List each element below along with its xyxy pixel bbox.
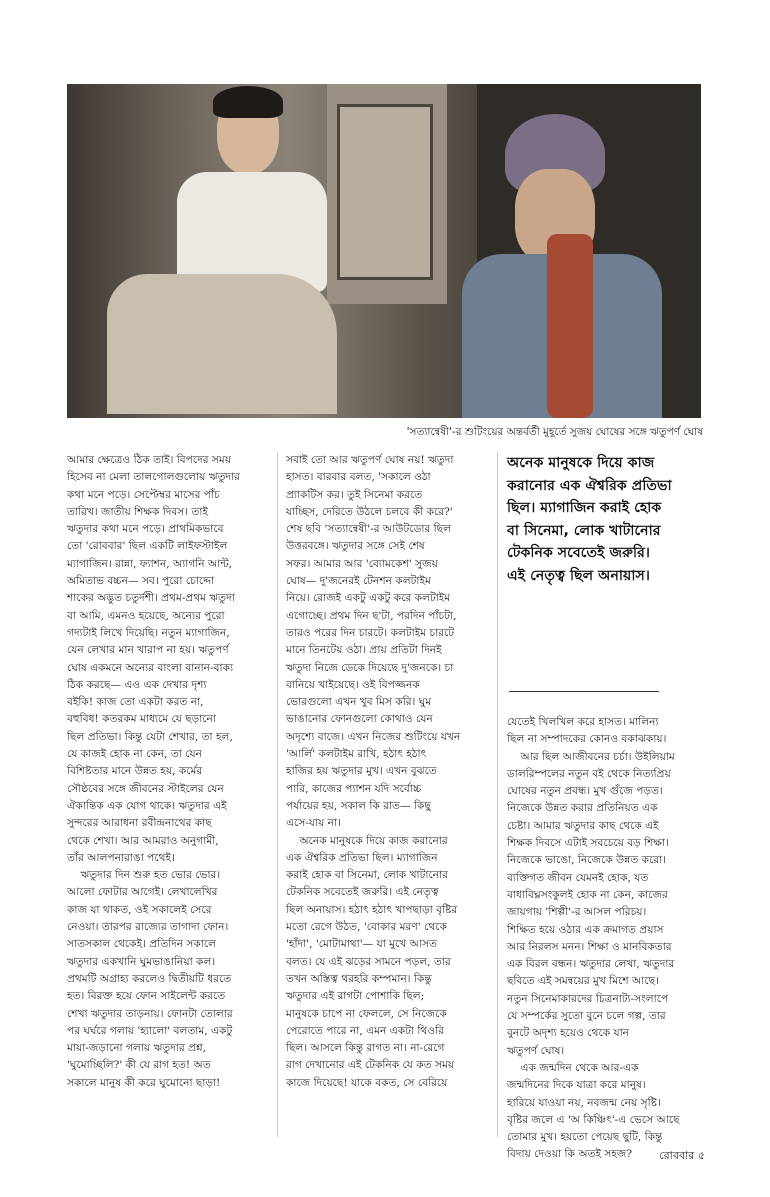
text-line: বাধাবিঘ্নসংকুলই হোক না কেন, কাজের [507, 888, 668, 901]
text-line: চেষ্টা। আমার ঋতুদার কাছ থেকে এই [507, 819, 659, 832]
text-line: নিজেকে উন্নত করার প্রতিনিয়ত এক [507, 802, 658, 815]
text-line: সকালে মানুষ কী করে ঘুমোনো ছাড়া! [67, 1076, 221, 1089]
text-line: ঘোষ একমনে অন্যের বাংলা বানান-বাক্য [67, 661, 234, 674]
text-line: এক বিরল বন্ধন। ঋতুদার লেখা, ঋতুদার [507, 958, 675, 971]
pull-quote-line: এই নেতৃত্ব ছিল অনায়াস। [507, 567, 650, 584]
text-line: ঘোষ— দু'জনেরই টেনশন কলটাইম [286, 575, 431, 588]
text-line: যে কাজই হোক না কেন, তা যেন [67, 748, 202, 761]
text-line: সুন্দরের আরাধনা রবীন্দ্রনাথের কাছ [67, 817, 212, 830]
text-line: মায়া-জড়ানো গলায় ঋতুদার প্রশ্ন, [67, 1042, 206, 1055]
text-line: কাজে দিয়েছে! যাকে বকত, সে বেরিয়ে [286, 1076, 448, 1089]
text-line: পারি, কাজের প্যাশন যদি সর্বোচ্চ [286, 782, 422, 795]
text-line: সৌষ্ঠবের সঙ্গে জীবনের স্টাইলের যেন [67, 782, 224, 795]
text-line: ছিল। আসলে কিন্তু রাগত না। না-রেগে [286, 1042, 445, 1055]
text-line: জন্মদিনের দিকে যাত্রা করে মানুষ। [507, 1079, 646, 1092]
article-photo [67, 84, 701, 418]
pull-quote [507, 452, 703, 587]
text-line: বলত। যে এই ঝড়ের সামনে পড়ল, তার [286, 955, 451, 968]
text-line: ঘোষের নতুন প্রবন্ধ। মুখ গুঁজে পড়ত। [507, 785, 663, 798]
text-line: বা আমি, এমনও হয়েছে, অন্যের পুরো [67, 609, 225, 622]
text-line: টেকনিক সবেতেই জরুরি। এই নেতৃত্ব [286, 886, 439, 899]
text-line: আর নিরলস মনন। শিক্ষা ও মানবিকতার [507, 940, 672, 953]
photo-caption: 'সত্যান্বেষী'-র শুটিংয়ের অন্তর্বর্তী মুহূর্তে সুজয় ঘোষের সঙ্গে ঋতুপর্ণ ঘোষ [406, 426, 703, 438]
text-line: কাজ যা থাকত, ওই সকালেই সেরে [67, 903, 212, 916]
text-line: ছিল না সম্পাদকের কোনও বকাঝকায়। [507, 733, 667, 746]
text-line: পর্যায়ের হয়, সকাল কি রাত— কিছু [286, 799, 431, 812]
pull-quote-line: বা সিনেমা, লোক খাটানোর [507, 522, 661, 539]
text-line: ম্যাগাজিন। রান্না, ফ্যাশন, অ্যাগনি আন্ট, [67, 557, 233, 570]
pull-quote-rule [509, 691, 659, 692]
page-folio: রোববার ৫ [659, 1149, 705, 1162]
text-line: ঠিক করছে— এও এক দেখার দৃশ্য [67, 678, 207, 691]
text-line: অমিতাভ বচ্চন— সব। পুরো চোদ্দো [67, 575, 215, 588]
text-line: ভোরগুলো এখন খুব মিস করি। ঘুম [286, 696, 432, 709]
text-line: বহুবিধ! কতরকম মাধ্যমে যে ছড়ানো [67, 713, 216, 726]
text-line: নতুন সিনেমাকারদের চিত্রনাট্য-সংলাপে [507, 992, 669, 1005]
text-line: ঋতুদা নিজে ডেকে দিয়েছে দু'জনকে। চা [286, 661, 454, 674]
text-line: মতো রেগে উঠত, 'বোকার মরণ' থেকে [286, 921, 447, 934]
text-line: প্র্যাকটিস কর। তুই সিনেমা করতে [286, 488, 423, 501]
photo-actor-dhoti [107, 274, 337, 414]
text-line: পর ঘর্ঘরে গলায় 'হ্যালো' বলতাম, একটু [67, 1024, 233, 1037]
text-line: উত্তরবঙ্গে। ঋতুদার সঙ্গে সেই শেষ [286, 540, 425, 553]
text-line: যেন লেখার মান খারাপ না হয়। ঋতুপর্ণ [67, 644, 229, 657]
text-line: ঋতুদার এই রাগটা পোশাকি ছিল; [286, 990, 425, 1003]
text-line: যে সম্পর্কের সুতো বুনে চলে গল্প, তার [507, 1010, 666, 1023]
text-line: হারিয়ে যাওয়া নয়, নবজন্ম নেয় সৃষ্টি। [507, 1096, 661, 1109]
text-line: ভাঙানোর ফোনগুলো কোথাও যেন [286, 713, 433, 726]
text-line: এগোচ্ছে। প্রথম দিন ছ'টা, পরদিন পাঁচটা, [286, 609, 457, 622]
article-column-1 [67, 452, 269, 1092]
column-divider [277, 452, 278, 1137]
text-line: বুনটে অদৃশ্য হয়েও থেকে যান [507, 1027, 629, 1040]
text-line: তো 'রোববার' ছিল একটি লাইফস্টাইল [67, 540, 228, 553]
text-line: হত। বিরক্ত হয়ে ফোন সাইলেন্ট করতে [67, 990, 226, 1003]
text-line: ব্যক্তিগত জীবন যেমনই হোক, যত [507, 871, 649, 884]
text-line: নেওয়া। তারপর রাজ্যের তাগাদা ফোন। [67, 921, 229, 934]
text-line: অনেক মানুষকে দিয়ে কাজ করানোর [286, 834, 448, 847]
text-line: সবাই তো আর ঋতুপর্ণ ঘোষ নয়! ঋতুদা [286, 454, 454, 466]
text-line: শেষ ছবি 'সত্যান্বেষী'-র আউটডোর ছিল [286, 523, 451, 536]
text-line: হাজির হয় ঋতুদার মুখ। এখন বুঝতে [286, 765, 437, 778]
text-line: থেকে শেখা। আর আমরাও অনুগামী, [67, 834, 219, 847]
text-line: তোমার মুখ। হয়তো পেয়েছ ছুটি, কিন্তু [507, 1131, 663, 1144]
text-line: মানুষকে চাপে না ফেললে, সে নিজেকে [286, 1007, 447, 1020]
text-line: অদৃশ্যে বাজে। এখন নিজের শুটিংয়ে যখন [286, 730, 461, 743]
text-line: তাঁর আলপনারাঙা পথেই। [67, 851, 175, 864]
text-line: ঋতুদার একখানি ঘুমভাঙানিয়া কল। [67, 955, 216, 968]
text-line: এসে-যায় না। [286, 817, 341, 830]
text-line: বিদায় দেওয়া কি অতই সহজ? [507, 1148, 633, 1161]
text-line: বানিয়ে খাইয়েছে। ওই বিপজ্জনক [286, 678, 420, 691]
pull-quote-line: করানোর এক ঐশ্বরিক প্রতিভা [507, 477, 672, 494]
text-line: তখন অস্তিত্ব থরহরি কম্পমান। কিন্তু [286, 972, 432, 985]
pull-quote-line: অনেক মানুষকে দিয়ে কাজ [507, 455, 655, 471]
text-line: বইকি! কাজ তো একটা করত না, [67, 696, 204, 709]
text-line: করাই হোক বা সিনেমা, লোক খাটানোর [286, 869, 448, 882]
text-line: এক ঐশ্বরিক প্রতিভা ছিল। ম্যাগাজিন [286, 851, 438, 864]
text-line: ঋতুদার কথা মনে পড়ে। প্রাথমিকভাবে [67, 523, 224, 536]
text-line: গদ্যটাই লিখে দিয়েছি। নতুন ম্যাগাজিন, [67, 626, 230, 639]
text-line: তারও পরের দিন চারটে। কলটাইম চারটে [286, 626, 455, 639]
text-line: বিশিষ্টতার মানে উন্নত হয়, কর্মের [67, 765, 203, 778]
pull-quote-line: ছিল। ম্যাগাজিন করাই হোক [507, 500, 662, 516]
text-line: পেরোতে পারে না, এমন একটা থিওরি [286, 1024, 444, 1037]
text-line: ছিল প্রতিভা। কিন্তু যেটা শেখার, তা হল, [67, 730, 233, 743]
text-line: আর ছিল আজীবনের চর্চা। উইলিয়াম [507, 750, 675, 763]
text-line: মানে তিনটেয় ওঠা। প্রায় প্রতিটা দিনই [286, 644, 442, 657]
text-line: প্রথমটি অগ্রাহ্য করলেও দ্বিতীয়টি ধরতে [67, 972, 232, 985]
text-line: শিক্ষিত হয়ে ওঠার এক ক্রমাগত প্রয়াস [507, 923, 664, 936]
text-line: শিক্ষক দিবসে এটাই সবচেয়ে বড় শিক্ষা। [507, 837, 669, 850]
text-line: সফর। আমার আর 'ব্যোমকেশ' সুজয় [286, 557, 438, 570]
text-line: আলো ফোটার আগেই। লেখালেখির [67, 886, 218, 899]
photo-actor-hair [213, 86, 283, 118]
text-line: 'আর্লি' কলটাইম রাখি, হঠাৎ হঠাৎ [286, 748, 427, 761]
text-line: ঋতুপর্ণ ঘোষ। [507, 1044, 565, 1057]
article-column-3 [507, 714, 703, 1164]
text-line: তারিখ। জাতীয় শিক্ষক দিবস। তাই [67, 505, 208, 518]
text-line: হাসত। বারবার বলত, 'সকালে ওঠা [286, 471, 431, 484]
text-line: এক জন্মদিন থেকে আর-এক [507, 1061, 639, 1074]
text-line: ডালরিম্পলের নতুন বই থেকে নিত্যপ্রিয় [507, 767, 671, 780]
text-line: শাকের অদ্ভুত চতুর্দশী। প্রথম-প্রথম ঋতুদা [67, 592, 235, 605]
text-line: বৃষ্টির জলে এ 'অ কিঞ্চিৎ'-এ ভেসে আছে [507, 1113, 680, 1126]
text-line: কথা মনে পড়ে। সেপ্টেম্বর মাসের পাঁচ [67, 488, 220, 501]
pull-quote-line: টেকনিক সবেতেই জরুরি। [507, 545, 650, 561]
text-line: জায়গায় 'শিল্পী'-র আসল পরিচয়। [507, 906, 647, 919]
text-line: হিসেব না মেলা তালগোলগুলোয় ঋতুদার [67, 471, 240, 484]
photo-director-scarf [547, 234, 593, 418]
photo-mirror [337, 104, 433, 280]
text-line: যেতেই খিলখিল করে হাসত। মালিন্য [507, 716, 659, 728]
column-divider [497, 452, 498, 1137]
text-line: শেখা ঋতুদার তাড়নায়। ফোনটা তোলার [67, 1007, 233, 1020]
text-line: ঐকান্তিক এক যোগ থাকে। ঋতুদার এই [67, 799, 227, 812]
article-column-2 [286, 452, 489, 1092]
text-line: নিয়ে। রোজই একটু একটু করে কলটাইম [286, 592, 451, 605]
text-line: 'ঘুমোচ্ছিলি?' কী যে রাগ হত! অত [67, 1059, 211, 1072]
text-line: রাগ দেখানোর এই টেকনিক যে কত সময় [286, 1059, 455, 1072]
text-line: সাতসকাল থেকেই। প্রতিদিন সকালে [67, 938, 217, 951]
text-line: ছিল অনায়াস। হঠাৎ হঠাৎ খাপছাড়া বৃষ্টির [286, 903, 458, 916]
text-line: ছবিতে এই সমন্বয়ের মুখ মিশে আছে। [507, 975, 659, 988]
text-line: যাচ্ছিস, দেরিতে উঠলে চলবে কী করে?' [286, 505, 453, 518]
text-line: ঋতুদার দিন শুরু হত ভোর ভোর। [67, 869, 221, 882]
text-line: নিজেকে ভাঙো, নিজেকে উন্নত করো। [507, 854, 667, 867]
text-line: আমার ক্ষেত্রেও ঠিক তাই। বিপদের সময় [67, 454, 232, 466]
text-line: 'হাঁদা', 'মোটামাথা'— যা মুখে আসত [286, 938, 437, 951]
